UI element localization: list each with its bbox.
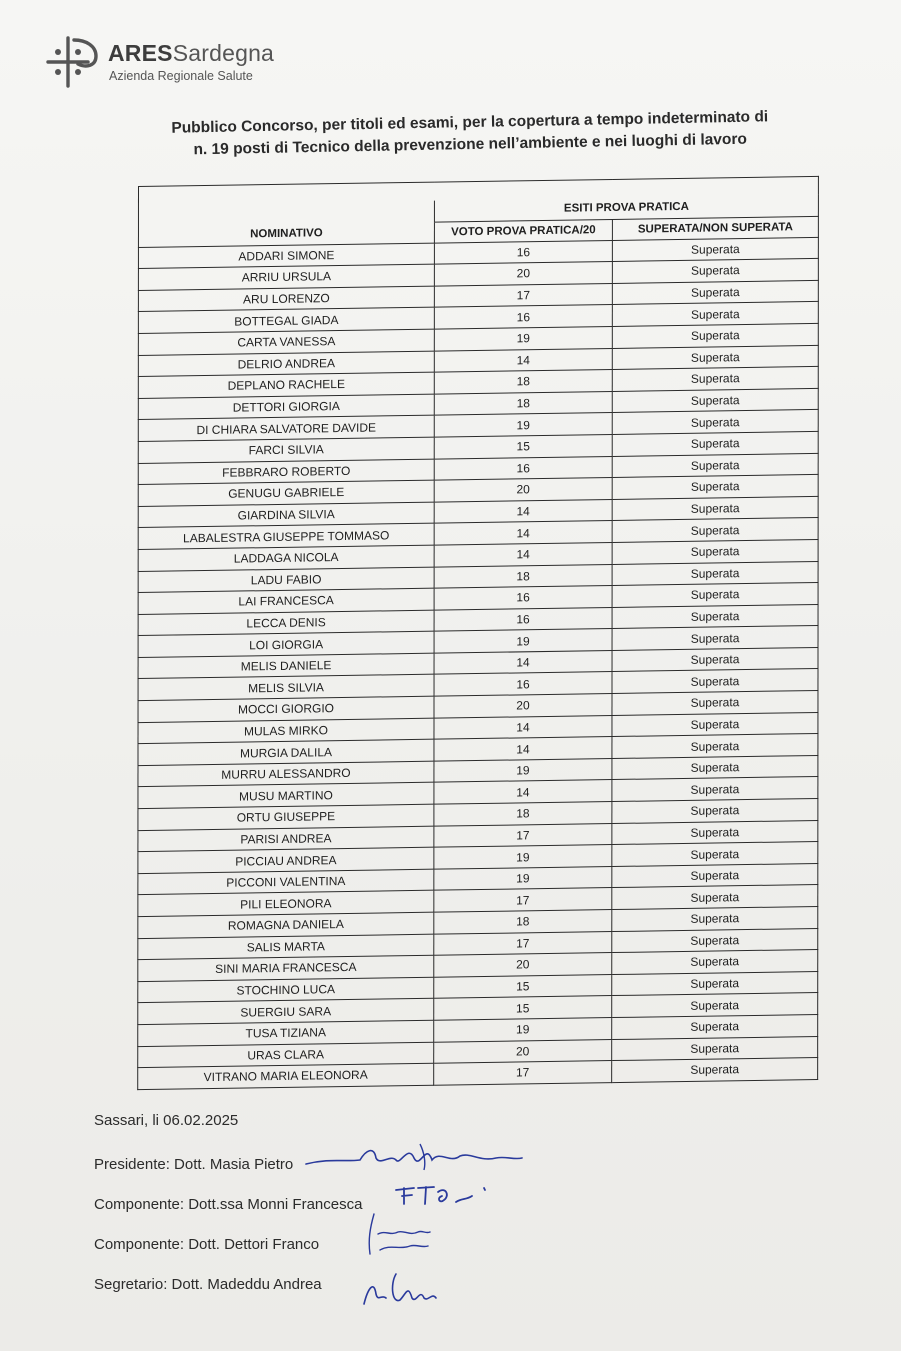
cell-voto: 16	[434, 305, 612, 329]
cell-voto: 17	[434, 888, 612, 912]
cell-nominativo: ROMAGNA DANIELA	[138, 912, 434, 938]
cell-esito: Superata	[612, 259, 818, 284]
cell-nominativo: PILI ELEONORA	[138, 891, 434, 917]
cell-nominativo: LECCA DENIS	[138, 610, 434, 636]
cell-nominativo: ADDARI SIMONE	[138, 243, 434, 269]
signature-componente-2	[360, 1210, 440, 1268]
cell-esito: Superata	[612, 626, 818, 651]
cell-voto: 18	[434, 391, 612, 415]
cell-esito: Superata	[612, 431, 818, 456]
cell-nominativo: CARTA VANESSA	[138, 329, 434, 355]
cell-nominativo: MURGIA DALILA	[138, 739, 434, 765]
cell-voto: 14	[434, 348, 612, 372]
cell-esito: Superata	[612, 1036, 818, 1061]
cell-nominativo: ARU LORENZO	[138, 286, 434, 312]
cell-esito: Superata	[612, 561, 818, 586]
cell-voto: 18	[434, 910, 612, 934]
col-header-voto: VOTO PROVA PRATICA/20	[434, 219, 612, 243]
componente-2-line: Componente: Dott. Dettori Franco	[94, 1236, 320, 1253]
results-table-wrap	[137, 176, 818, 1090]
cell-esito: Superata	[612, 302, 818, 327]
cell-voto: 18	[434, 370, 612, 394]
cell-voto: 20	[434, 1039, 612, 1063]
cell-voto: 16	[434, 240, 612, 264]
cell-esito: Superata	[612, 885, 818, 910]
cell-nominativo: TUSA TIZIANA	[138, 1020, 434, 1046]
cell-voto: 16	[434, 672, 612, 696]
cell-nominativo: FARCI SILVIA	[138, 437, 434, 463]
cell-nominativo: ARRIU URSULA	[138, 264, 434, 290]
cell-esito: Superata	[612, 604, 818, 629]
cell-nominativo: DEPLANO RACHELE	[138, 372, 434, 398]
cell-esito: Superata	[612, 280, 818, 305]
cell-esito: Superata	[612, 669, 818, 694]
cell-nominativo: LADU FABIO	[138, 567, 434, 593]
signature-presidente	[300, 1136, 530, 1176]
cell-nominativo: PARISI ANDREA	[138, 826, 434, 852]
cell-esito: Superata	[612, 691, 818, 716]
cell-nominativo: LAI FRANCESCA	[138, 588, 434, 614]
cell-nominativo: ORTU GIUSEPPE	[138, 804, 434, 830]
cell-esito: Superata	[612, 518, 818, 543]
cell-esito: Superata	[612, 928, 818, 953]
cell-esito: Superata	[612, 388, 818, 413]
cell-esito: Superata	[612, 237, 818, 262]
document-title	[120, 105, 821, 162]
cell-voto: 19	[434, 326, 612, 350]
cell-voto: 20	[434, 694, 612, 718]
cell-nominativo: MELIS DANIELE	[138, 653, 434, 679]
col-header-nominativo: NOMINATIVO	[138, 222, 434, 247]
cell-voto: 19	[434, 413, 612, 437]
cell-esito: Superata	[612, 410, 818, 435]
cell-voto: 20	[434, 262, 612, 286]
cell-nominativo: LOI GIORGIA	[138, 631, 434, 657]
cell-nominativo: MUSU MARTINO	[138, 783, 434, 809]
cell-nominativo: PICCONI VALENTINA	[138, 869, 434, 895]
cell-voto: 16	[434, 586, 612, 610]
cell-voto: 15	[434, 974, 612, 998]
cell-nominativo: DI CHIARA SALVATORE DAVIDE	[138, 415, 434, 441]
cell-nominativo: MOCCI GIORGIO	[138, 696, 434, 722]
segretario-line: Segretario: Dott. Madeddu Andrea	[94, 1276, 322, 1293]
cell-esito: Superata	[612, 799, 818, 824]
cell-nominativo: FEBBRARO ROBERTO	[138, 459, 434, 485]
cell-nominativo: PICCIAU ANDREA	[138, 847, 434, 873]
cell-nominativo: SUERGIU SARA	[138, 999, 434, 1025]
cell-voto: 18	[434, 802, 612, 826]
cell-esito: Superata	[612, 475, 818, 500]
signature-segretario	[356, 1264, 446, 1312]
cell-esito: Superata	[612, 496, 818, 521]
cell-voto: 16	[434, 607, 612, 631]
ares-logo	[44, 32, 304, 92]
cell-voto: 15	[434, 996, 612, 1020]
results-table	[137, 176, 819, 1090]
cell-nominativo: VITRANO MARIA ELEONORA	[138, 1063, 434, 1089]
cell-esito: Superata	[612, 583, 818, 608]
cell-nominativo: MURRU ALESSANDRO	[138, 761, 434, 787]
cell-voto: 19	[434, 866, 612, 890]
cell-voto: 19	[434, 845, 612, 869]
cell-voto: 14	[434, 780, 612, 804]
cell-esito: Superata	[612, 755, 818, 780]
cell-nominativo: URAS CLARA	[138, 1042, 434, 1068]
cell-voto: 19	[434, 1018, 612, 1042]
cell-esito: Superata	[612, 993, 818, 1018]
cell-voto: 17	[434, 823, 612, 847]
cell-voto: 16	[434, 456, 612, 480]
cell-esito: Superata	[612, 950, 818, 975]
title-line-1: Pubblico Concorso, per titoli ed esami, per la copertura a tempo indeterminato di	[171, 108, 769, 137]
cell-voto: 14	[434, 521, 612, 545]
cell-esito: Superata	[612, 539, 818, 564]
cell-esito: Superata	[612, 367, 818, 392]
cell-voto: 17	[434, 283, 612, 307]
cell-nominativo: BOTTEGAL GIADA	[138, 307, 434, 333]
cell-esito: Superata	[612, 777, 818, 802]
title-line-2: n. 19 posti di Tecnico della prevenzione nell’ambiente e nei luoghi di lavoro	[193, 130, 748, 159]
cell-esito: Superata	[612, 323, 818, 348]
cell-voto: 20	[434, 478, 612, 502]
cell-nominativo: DELRIO ANDREA	[138, 351, 434, 377]
cell-esito: Superata	[612, 345, 818, 370]
cell-voto: 17	[434, 931, 612, 955]
cell-nominativo: LADDAGA NICOLA	[138, 545, 434, 571]
cell-voto: 20	[434, 953, 612, 977]
cell-voto: 14	[434, 499, 612, 523]
cell-esito: Superata	[612, 712, 818, 737]
cell-voto: 14	[434, 737, 612, 761]
cell-voto: 19	[434, 758, 612, 782]
cell-nominativo: MELIS SILVIA	[138, 675, 434, 701]
cell-esito: Superata	[612, 1014, 818, 1039]
cell-voto: 14	[434, 650, 612, 674]
cell-esito: Superata	[612, 453, 818, 478]
cell-nominativo: GIARDINA SILVIA	[138, 502, 434, 528]
cell-voto: 18	[434, 564, 612, 588]
col-header-esito: SUPERATA/NON SUPERATA	[612, 216, 818, 240]
cell-esito: Superata	[612, 647, 818, 672]
cell-esito: Superata	[612, 863, 818, 888]
cell-voto: 15	[434, 434, 612, 458]
cell-nominativo: GENUGU GABRIELE	[138, 480, 434, 506]
brand-subtitle: Azienda Regionale Salute	[109, 69, 253, 83]
place-date: Sassari, li 06.02.2025	[94, 1112, 239, 1129]
cell-voto: 19	[434, 629, 612, 653]
cell-voto: 17	[434, 1061, 612, 1085]
cell-esito: Superata	[612, 734, 818, 759]
cell-nominativo: SALIS MARTA	[138, 934, 434, 960]
cell-nominativo: MULAS MIRKO	[138, 718, 434, 744]
cell-esito: Superata	[612, 1058, 818, 1083]
cell-esito: Superata	[612, 820, 818, 845]
ares-sardegna-logo-icon	[44, 34, 102, 90]
signature-componente-1	[392, 1180, 492, 1210]
cell-voto: 14	[434, 542, 612, 566]
cell-voto: 14	[434, 715, 612, 739]
componente-1-line: Componente: Dott.ssa Monni Francesca	[94, 1196, 363, 1213]
presidente-line: Presidente: Dott. Masia Pietro	[94, 1156, 294, 1173]
cell-nominativo: STOCHINO LUCA	[138, 977, 434, 1003]
cell-nominativo: LABALESTRA GIUSEPPE TOMMASO	[138, 523, 434, 549]
brand-name: ARESSardegna	[108, 40, 275, 66]
cell-esito: Superata	[612, 971, 818, 996]
group-header: ESITI PROVA PRATICA	[434, 195, 818, 222]
cell-nominativo: SINI MARIA FRANCESCA	[138, 955, 434, 981]
cell-esito: Superata	[612, 906, 818, 931]
cell-esito: Superata	[612, 842, 818, 867]
cell-nominativo: DETTORI GIORGIA	[138, 394, 434, 420]
